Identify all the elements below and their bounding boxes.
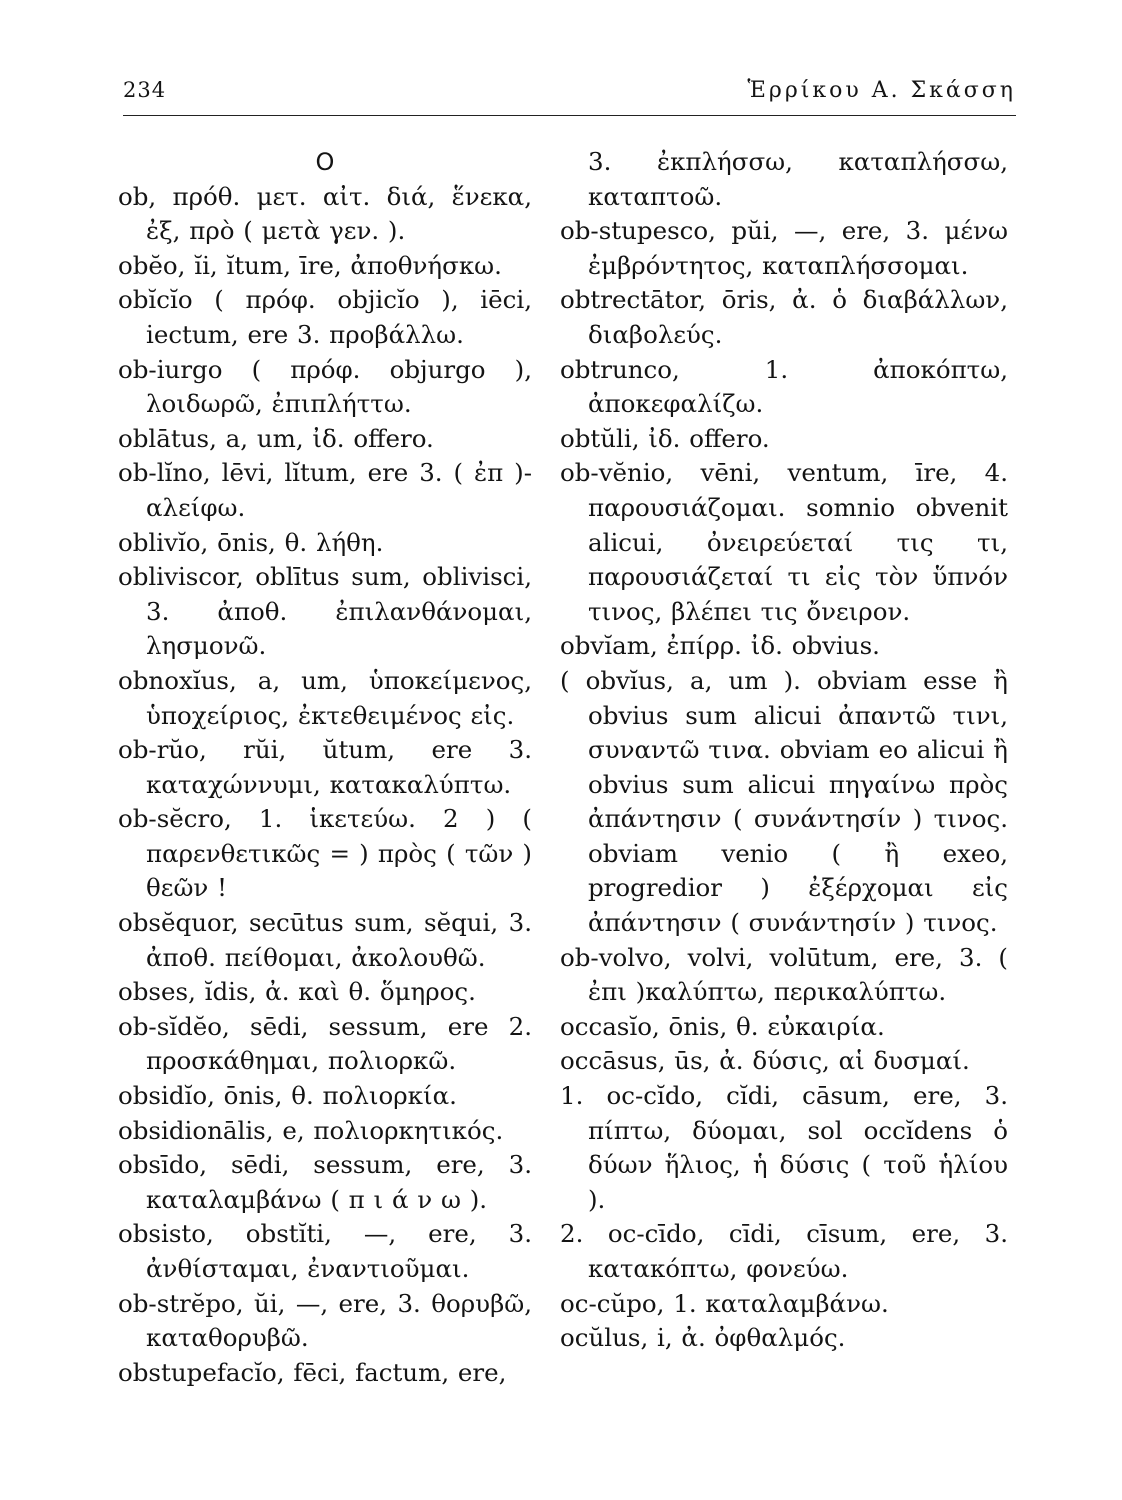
dictionary-entry: oc-cŭpo, 1. καταλαμβάνω. [560,1288,889,1318]
dictionary-entry: obses, ĭdis, ἀ. καὶ θ. ὅμηρος. [118,977,476,1007]
dictionary-entry: occasĭo, ōnis, θ. εὐκαιρία. [560,1011,885,1041]
dictionary-entry: obtŭli, ἰδ. offero. [560,423,770,453]
dictionary-entry: obliviscor, oblītus sum, oblivisci, 3. ἀποθ. ἐπιλανθάνομαι, λησμονῶ. [118,562,532,661]
dictionary-entry: obsisto, obstĭti, —, ere, 3. ἀνθίσταμαι, ἐναντιοῦμαι. [118,1219,532,1283]
page-number: 234 [123,78,167,102]
header-rule [123,115,1016,116]
dictionary-entry: 1. oc-cĭdo, cĭdi, cāsum, ere, 3. πίπτω, δύομαι, sol occĭdens ὁ δύων ἥλιος, ἡ δύσις ( τοῦ ἡλίου ). [560,1081,1008,1214]
dictionary-entry: ob, πρόθ. μετ. αἰτ. διά, ἕνεκα, ἐξ, πρὸ ( μετὰ γεν. ). [118,181,532,246]
dictionary-entry: ob-sĭdĕo, sēdi, sessum, ere 2. προσκάθημαι, πολιορκῶ. [118,1011,532,1076]
dictionary-entry: ob-rŭo, rŭi, ŭtum, ere 3. καταχώννυμι, κατακαλύπτω. [118,735,532,799]
dictionary-entry: ob-volvo, volvi, volūtum, ere, 3. ( ἐπι )καλύπτω, περικαλύπτω. [560,942,1008,1007]
dictionary-entry: obvĭam, ἐπίρρ. ἰδ. obvius. [560,631,880,661]
dictionary-entry: obtrectātor, ōris, ἀ. ὁ διαβάλλων, διαβολεύς. [560,285,1008,349]
section-letter: O [315,148,335,176]
dictionary-entry: ocŭlus, i, ἀ. ὀφθαλμός. [560,1323,846,1353]
page-header [123,74,1016,110]
dictionary-entry: oblātus, a, um, ἰδ. offero. [118,423,434,453]
continued-entry: 3. ἐκπλήσσω, καταπλήσσω, καταπτοῶ. [588,147,1008,211]
dictionary-entry: obĭcĭo ( πρόφ. objicĭo ), iēci, iectum, ere 3. προβάλλω. [118,285,532,349]
dictionary-entry: obnoxĭus, a, um, ὑποκείμενος, ὑποχείριος, ἐκτεθειμένος εἰς. [118,665,532,730]
dictionary-entry: ob-stupesco, pŭi, —, ere, 3. μένω ἐμβρόντητος, καταπλήσσομαι. [560,216,1008,280]
dictionary-entry: obsidionālis, e, πολιορκητικός. [118,1115,504,1145]
dictionary-entry: ob-sĕcro, 1. ἱκετεύω. 2 ) ( παρενθετικῶς = ) πρὸς ( τῶν ) θεῶν ! [118,804,532,903]
running-title: Ἑρρίκου Α. Σκάσση [747,78,1016,103]
dictionary-entry: oblivĭo, ōnis, θ. λήθη. [118,527,384,557]
dictionary-entry: ob-strĕpo, ŭi, —, ere, 3. θορυβῶ, καταθορυβῶ. [118,1288,532,1353]
dictionary-entry: ( obvĭus, a, um ). obviam esse ἢ obvius sum alicui ἀπαντῶ τινι, συναντῶ τινα. obviam eo alicui ἢ obvius sum alicui πηγαίνω πρὸς ἀπάντησιν ( συνάντησίν ) τινος. obviam venio ( ἢ exeo, progredior ) ἐξέρχομαι εἰς ἀπάντησιν ( συνάντησίν ) τινος. [560,665,1008,938]
dictionary-entry: obsidĭo, ōnis, θ. πολιορκία. [118,1081,457,1111]
dictionary-entry: obsĕquor, secūtus sum, sĕqui, 3. ἀποθ. πείθομαι, ἀκολουθῶ. [118,908,532,972]
dictionary-entry: ob-iurgo ( πρόφ. objurgo ), λοιδωρῶ, ἐπιπλήττω. [118,354,532,419]
dictionary-entry: obsīdo, sēdi, sessum, ere, 3. καταλαμβάνω ( π ι ά ν ω ). [118,1150,532,1214]
dictionary-entry: obĕo, ĭi, ĭtum, īre, ἀποθνήσκω. [118,250,502,280]
dictionary-entry: occāsus, ūs, ἀ. δύσις, αἱ δυσμαί. [560,1046,970,1076]
dictionary-entry: obtrunco, 1. ἀποκόπτω, ἀποκεφαλίζω. [560,354,1008,419]
dictionary-entry: ob-lĭno, lēvi, lĭtum, ere 3. ( ἐπ )-αλείφω. [118,458,532,522]
left-column [118,145,532,1390]
dictionary-entry: obstupefacĭo, fēci, factum, ere, [118,1357,507,1387]
right-column [560,145,1008,1356]
dictionary-entry: 2. oc-cīdo, cīdi, cīsum, ere, 3. κατακόπτω, φονεύω. [560,1219,1008,1283]
dictionary-entry: ob-vĕnio, vēni, ventum, īre, 4. παρουσιάζομαι. somnio obvenit alicui, ὀνειρεύεταί τις τι, παρουσιάζεταί τι εἰς τὸν ὕπνόν τινος, βλέπει τις ὄνειρον. [560,458,1008,626]
